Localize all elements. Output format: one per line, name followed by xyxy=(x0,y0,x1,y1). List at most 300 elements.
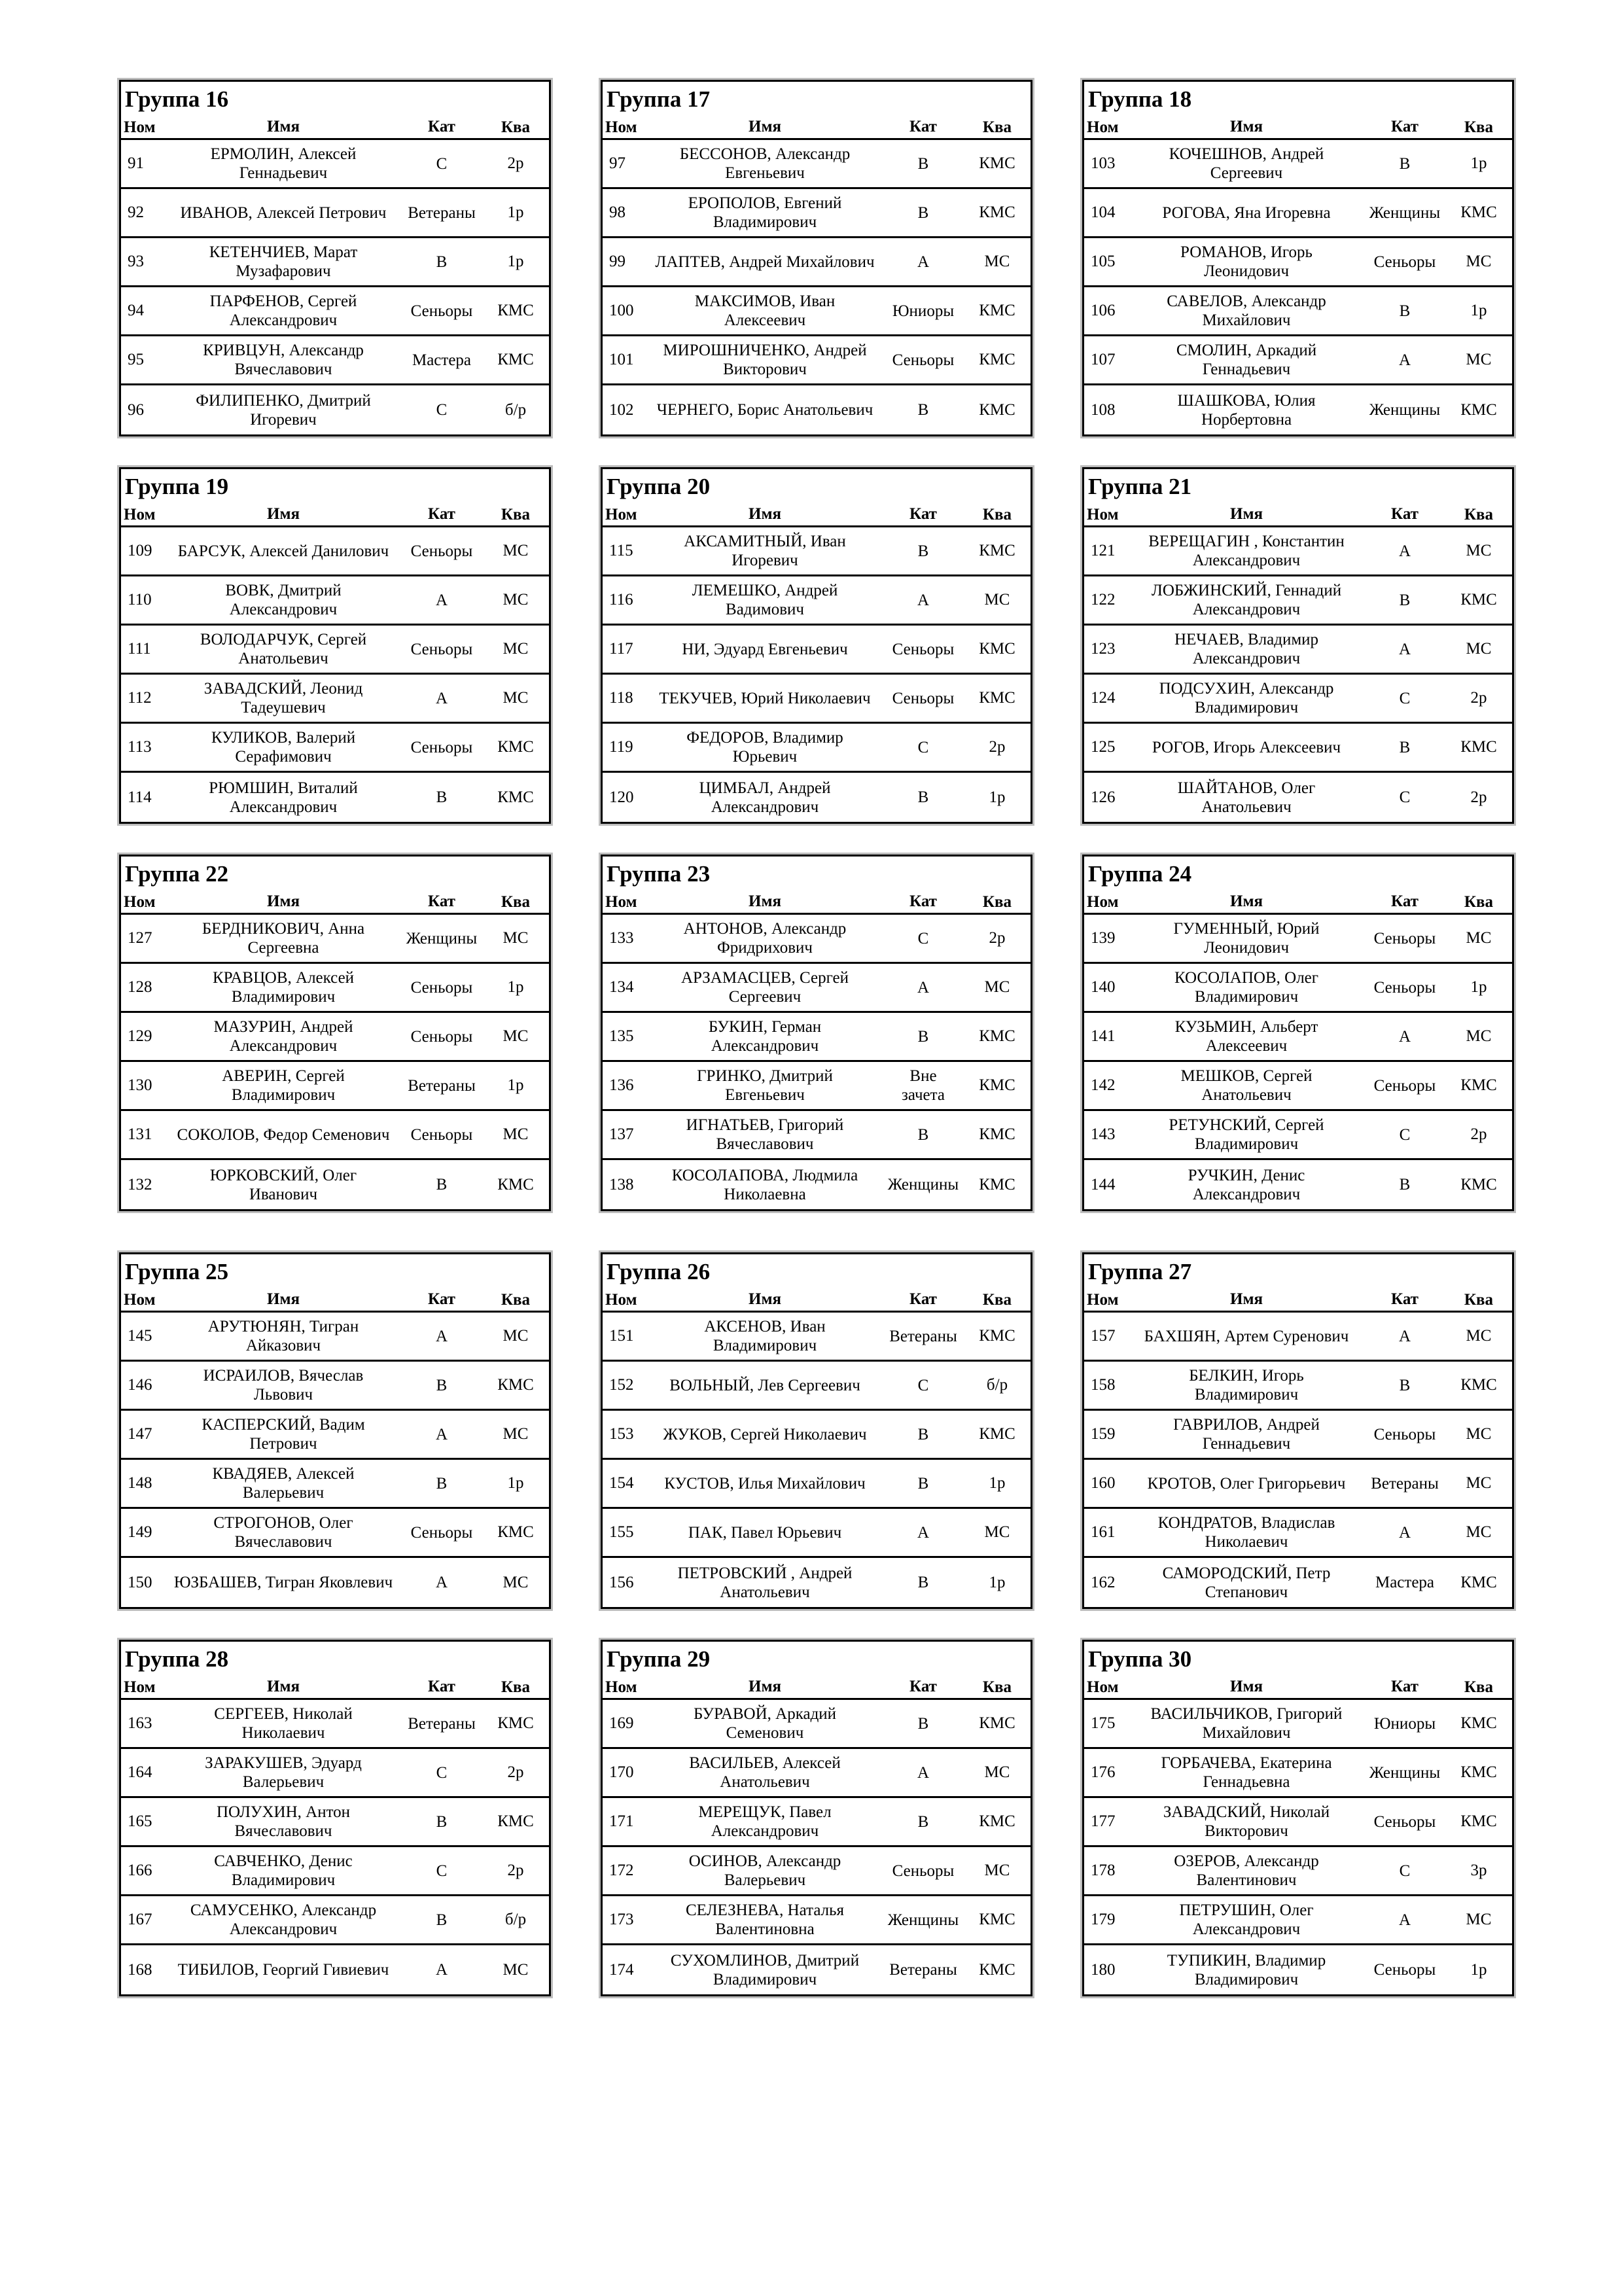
cell-kva: КМС xyxy=(497,302,534,319)
cell-cat: A xyxy=(435,1574,448,1591)
cell-kva: 2р xyxy=(507,1763,524,1781)
table-row xyxy=(1084,1013,1512,1062)
cell-name: ПОДСУХИН, Александр Владимирович xyxy=(1159,680,1334,716)
cell-name: МЕРЕЩУК, Павел Александрович xyxy=(698,1803,832,1840)
cell-num: 157 xyxy=(1091,1327,1116,1345)
cell-cat: A xyxy=(1398,1911,1411,1929)
cell-name: КВАДЯЕВ, Алексей Валерьевич xyxy=(212,1465,355,1502)
cell-cat: Сеньоры xyxy=(1373,929,1436,947)
table-row xyxy=(121,773,549,822)
cell-kva: КМС xyxy=(979,400,1015,419)
cell-num: 135 xyxy=(609,1027,634,1045)
cell-num: 137 xyxy=(609,1125,634,1143)
cell-kva: КМС xyxy=(979,542,1015,559)
cell-num: 158 xyxy=(1091,1376,1116,1394)
table-row xyxy=(603,724,1031,773)
cell-kva: КМС xyxy=(497,1376,534,1394)
header-cat: Кат xyxy=(1391,1290,1419,1308)
cell-name: МЕШКОВ, Сергей Анатольевич xyxy=(1180,1067,1313,1104)
cell-name: БЕЛКИН, Игорь Владимирович xyxy=(1189,1367,1304,1404)
cell-kva: МС xyxy=(984,253,1010,270)
table-header xyxy=(1084,892,1512,915)
group-title: Группа 17 xyxy=(607,86,711,112)
cell-cat: Сеньоры xyxy=(1373,1961,1436,1979)
cell-cat: A xyxy=(1398,1327,1411,1345)
header-name: Имя xyxy=(267,1678,300,1695)
header-cat: Кат xyxy=(428,892,455,910)
cell-kva: МС xyxy=(984,1763,1010,1781)
cell-cat: Женщины xyxy=(1369,1763,1441,1782)
cell-cat: B xyxy=(1399,154,1411,173)
table-header xyxy=(603,117,1031,140)
cell-num: 115 xyxy=(609,542,633,559)
cell-num: 155 xyxy=(609,1523,634,1541)
table-row xyxy=(121,1558,549,1607)
cell-num: 146 xyxy=(128,1376,152,1394)
table-header xyxy=(1084,1290,1512,1313)
cell-num: 161 xyxy=(1091,1523,1116,1541)
table-row xyxy=(1084,238,1512,287)
cell-cat: Сеньоры xyxy=(410,1125,473,1144)
header-num: Ном xyxy=(605,893,637,911)
header-num: Ном xyxy=(1087,1678,1119,1696)
cell-num: 124 xyxy=(1091,689,1116,707)
cell-name: КОНДРАТОВ, Владислав Николаевич xyxy=(1157,1514,1335,1551)
cell-cat: B xyxy=(1399,591,1411,609)
header-kva: Ква xyxy=(501,1291,531,1309)
table-row xyxy=(603,576,1031,626)
cell-cat: Сеньоры xyxy=(892,640,955,658)
cell-cat: A xyxy=(435,1425,448,1443)
cell-name: АНТОНОВ, Александр Фридрихович xyxy=(683,920,847,957)
cell-cat: Сеньоры xyxy=(1373,1076,1436,1095)
cell-num: 160 xyxy=(1091,1474,1116,1492)
table-row xyxy=(121,1013,549,1062)
header-cat: Кат xyxy=(909,892,937,910)
cell-kva: КМС xyxy=(497,1175,534,1193)
cell-name: ГРИНКО, Дмитрий Евгеньевич xyxy=(697,1067,833,1104)
cell-kva: КМС xyxy=(1460,1175,1497,1193)
table-row xyxy=(603,238,1031,287)
table-row xyxy=(603,1896,1031,1945)
group-title: Группа 18 xyxy=(1088,86,1192,112)
cell-num: 168 xyxy=(128,1960,152,1979)
cell-num: 179 xyxy=(1091,1911,1116,1928)
group-title: Группа 28 xyxy=(125,1646,229,1672)
cell-num: 133 xyxy=(609,929,634,947)
cell-num: 138 xyxy=(609,1175,634,1193)
header-num: Ном xyxy=(1087,118,1119,136)
table-row xyxy=(121,1313,549,1362)
cell-kva: 1р xyxy=(1470,302,1487,319)
cell-kva: КМС xyxy=(1460,1376,1497,1394)
group-title: Группа 21 xyxy=(1088,474,1192,499)
cell-num: 94 xyxy=(128,302,144,319)
cell-num: 145 xyxy=(128,1327,152,1345)
cell-cat: C xyxy=(1399,689,1411,707)
table-row xyxy=(1084,385,1512,434)
cell-name: НЕЧАЕВ, Владимир Александрович xyxy=(1174,631,1319,667)
table-row xyxy=(1084,576,1512,626)
table-row xyxy=(1084,1411,1512,1460)
header-name: Имя xyxy=(1230,892,1263,910)
cell-cat: A xyxy=(917,1523,930,1542)
cell-num: 176 xyxy=(1091,1763,1116,1781)
table-row xyxy=(603,1313,1031,1362)
cell-name: РОМАНОВ, Игорь Леонидович xyxy=(1180,243,1313,280)
cell-num: 101 xyxy=(609,351,634,368)
cell-kva: КМС xyxy=(1460,1076,1497,1094)
table-row xyxy=(121,675,549,724)
cell-name: ЛАПТЕВ, Андрей Михайлович xyxy=(655,253,875,271)
cell-name: АКСЕНОВ, Иван Владимирович xyxy=(704,1318,826,1354)
cell-num: 95 xyxy=(128,351,144,368)
table-row xyxy=(1084,626,1512,675)
cell-kva: КМС xyxy=(979,1812,1015,1830)
cell-num: 167 xyxy=(128,1911,152,1928)
cell-num: 166 xyxy=(128,1862,152,1879)
group-table xyxy=(119,855,551,1211)
cell-kva: 1р xyxy=(507,203,524,221)
cell-num: 136 xyxy=(609,1076,634,1094)
cell-kva: КМС xyxy=(979,203,1015,221)
header-cat: Кат xyxy=(1391,118,1419,135)
cell-kva: МС xyxy=(1466,1425,1492,1443)
cell-name: ПЕТРУШИН, Олег Александрович xyxy=(1179,1901,1314,1938)
cell-num: 174 xyxy=(609,1960,634,1979)
header-kva: Ква xyxy=(982,1291,1012,1309)
cell-kva: МС xyxy=(502,689,529,707)
table-row xyxy=(1084,1313,1512,1362)
cell-name: РЕТУНСКИЙ, Сергей Владимирович xyxy=(1169,1116,1324,1153)
cell-num: 128 xyxy=(128,978,152,996)
group-table xyxy=(119,80,551,436)
group-table xyxy=(119,467,551,824)
cell-kva: КМС xyxy=(497,1714,534,1732)
cell-num: 173 xyxy=(609,1911,634,1928)
cell-kva: 1р xyxy=(1470,154,1487,172)
cell-name: ЗАВАДСКИЙ, Леонид Тадеушевич xyxy=(203,680,363,716)
cell-num: 177 xyxy=(1091,1812,1116,1830)
cell-num: 139 xyxy=(1091,929,1116,947)
cell-cat: A xyxy=(1398,351,1411,369)
cell-num: 162 xyxy=(1091,1573,1116,1591)
cell-name: КОЧЕШНОВ, Андрей Сергеевич xyxy=(1169,145,1324,182)
cell-kva: КМС xyxy=(1460,400,1497,419)
cell-name: БАХШЯН, Артем Суренович xyxy=(1144,1327,1349,1345)
header-name: Имя xyxy=(749,118,781,135)
group-title: Группа 27 xyxy=(1088,1259,1192,1284)
cell-cat: B xyxy=(436,1812,448,1831)
header-cat: Кат xyxy=(428,118,455,135)
header-name: Имя xyxy=(1230,118,1263,135)
cell-num: 140 xyxy=(1091,978,1116,996)
cell-cat: Ветераны xyxy=(408,1076,476,1095)
table-row xyxy=(121,238,549,287)
cell-num: 92 xyxy=(128,203,144,221)
table-row xyxy=(603,140,1031,189)
cell-kva: КМС xyxy=(1460,1573,1497,1591)
cell-kva: МС xyxy=(502,1960,529,1979)
cell-name: КРОТОВ, Олег Григорьевич xyxy=(1147,1474,1346,1492)
cell-cat: Женщины xyxy=(887,1911,959,1929)
cell-name: ЕРМОЛИН, Алексей Геннадьевич xyxy=(210,145,357,182)
cell-cat: Мастера xyxy=(1375,1574,1435,1591)
cell-kva: 1р xyxy=(507,253,524,270)
cell-num: 171 xyxy=(609,1812,634,1830)
table-row xyxy=(1084,1509,1512,1558)
cell-kva: МС xyxy=(502,1125,529,1143)
cell-cat: C xyxy=(436,1763,448,1782)
cell-cat: C xyxy=(917,1376,929,1394)
cell-cat: Ветераны xyxy=(1371,1474,1439,1492)
header-num: Ном xyxy=(605,1678,637,1696)
cell-cat: C xyxy=(917,738,929,756)
cell-num: 120 xyxy=(609,788,634,806)
cell-name: МАКСИМОВ, Иван Алексеевич xyxy=(694,292,836,329)
group-table xyxy=(1082,855,1514,1211)
table-row xyxy=(603,1847,1031,1896)
cell-kva: КМС xyxy=(979,1076,1015,1094)
group-table xyxy=(1082,1252,1514,1609)
cell-cat: C xyxy=(436,154,448,173)
table-header xyxy=(1084,504,1512,527)
cell-kva: КМС xyxy=(979,1911,1015,1928)
header-name: Имя xyxy=(267,118,300,135)
table-row xyxy=(121,724,549,773)
table-row xyxy=(603,189,1031,238)
table-header xyxy=(121,117,549,140)
group-table xyxy=(601,1640,1032,1996)
table-row xyxy=(1084,336,1512,385)
table-row xyxy=(121,1847,549,1896)
group-table xyxy=(1082,1640,1514,1996)
group-title: Группа 16 xyxy=(125,86,229,112)
header-name: Имя xyxy=(749,505,781,523)
cell-kva: б/р xyxy=(986,1376,1008,1394)
cell-num: 148 xyxy=(128,1474,152,1492)
cell-name: КОСОЛАПОВА, Людмила Николаевна xyxy=(671,1166,858,1203)
cell-name: КРАВЦОВ, Алексей Владимирович xyxy=(212,969,355,1006)
cell-name: ВЕРЕЩАГИН , Константин Александрович xyxy=(1148,533,1345,569)
cell-cat: Женщины xyxy=(406,929,478,947)
cell-name: РОГОВ, Игорь Алексеевич xyxy=(1152,738,1341,756)
cell-num: 107 xyxy=(1091,351,1116,368)
table-row xyxy=(121,287,549,336)
cell-cat: B xyxy=(436,788,448,806)
cell-name: САМОРОДСКИЙ, Петр Степанович xyxy=(1162,1564,1331,1601)
header-num: Ном xyxy=(124,506,156,523)
cell-num: 122 xyxy=(1091,591,1116,609)
cell-kva: КМС xyxy=(979,689,1015,707)
cell-name: ВАСИЛЬЕВ, Алексей Анатольевич xyxy=(689,1754,841,1791)
cell-num: 93 xyxy=(128,253,144,270)
header-kva: Ква xyxy=(982,506,1012,523)
cell-cat: B xyxy=(917,154,929,173)
cell-cat: Ветераны xyxy=(889,1961,957,1979)
cell-kva: 2р xyxy=(1470,788,1487,806)
cell-name: АРУТЮНЯН, Тигран Айказович xyxy=(207,1318,359,1354)
cell-cat: Сеньоры xyxy=(410,738,473,756)
cell-kva: МС xyxy=(502,591,529,609)
cell-cat: Сеньоры xyxy=(892,689,955,707)
cell-kva: 1р xyxy=(989,788,1006,806)
table-row xyxy=(1084,1111,1512,1160)
cell-name: ВОЛЬНЫЙ, Лев Сергеевич xyxy=(669,1376,860,1394)
cell-cat: B xyxy=(917,401,929,419)
group-table xyxy=(601,80,1032,436)
cell-kva: МС xyxy=(984,1523,1010,1541)
cell-kva: 3р xyxy=(1470,1862,1487,1879)
table-row xyxy=(603,1558,1031,1607)
cell-name: ГАВРИЛОВ, Андрей Геннадьевич xyxy=(1173,1416,1320,1453)
table-header xyxy=(121,1290,549,1313)
table-header xyxy=(121,892,549,915)
cell-kva: 2р xyxy=(507,154,524,172)
group-table xyxy=(1082,467,1514,824)
cell-cat: B xyxy=(1399,302,1411,320)
cell-name: ТИБИЛОВ, Георгий Гивиевич xyxy=(177,1961,389,1979)
cell-name: ШАШКОВА, Юлия Норбертовна xyxy=(1177,391,1316,429)
cell-num: 119 xyxy=(609,738,633,756)
cell-num: 178 xyxy=(1091,1862,1116,1879)
cell-cat: B xyxy=(917,788,929,806)
cell-name: ШАЙТАНОВ, Олег Анатольевич xyxy=(1177,779,1316,816)
cell-kva: 1р xyxy=(1470,1960,1487,1979)
header-kva: Ква xyxy=(1464,1291,1494,1309)
cell-num: 96 xyxy=(128,400,144,419)
cell-name: ТУПИКИН, Владимир Владимирович xyxy=(1167,1951,1326,1988)
cell-name: МИРОШНИЧЕНКО, Андрей Викторович xyxy=(663,342,867,378)
cell-cat: B xyxy=(436,1376,448,1394)
cell-kva: КМС xyxy=(1460,1763,1497,1781)
cell-name: ВОВК, Дмитрий Александрович xyxy=(225,582,342,618)
table-row xyxy=(121,576,549,626)
cell-cat: B xyxy=(917,1574,929,1591)
group-title: Группа 20 xyxy=(607,474,711,499)
cell-num: 163 xyxy=(128,1714,152,1732)
cell-name: ЛОБЖИНСКИЙ, Геннадий Александрович xyxy=(1151,582,1342,618)
group-title: Группа 25 xyxy=(125,1259,229,1284)
group-table xyxy=(601,467,1032,824)
cell-name: КАСПЕРСКИЙ, Вадим Петрович xyxy=(202,1416,365,1453)
header-name: Имя xyxy=(1230,505,1263,523)
cell-cat: A xyxy=(917,253,930,271)
cell-cat: A xyxy=(1398,542,1411,560)
cell-kva: КМС xyxy=(979,1714,1015,1732)
table-row xyxy=(1084,964,1512,1013)
cell-name: РУЧКИН, Денис Александрович xyxy=(1188,1166,1305,1203)
cell-num: 121 xyxy=(1091,542,1116,559)
cell-cat: Юниоры xyxy=(892,302,955,320)
cell-kva: 1р xyxy=(507,1474,524,1492)
cell-num: 100 xyxy=(609,302,634,319)
table-row xyxy=(1084,527,1512,576)
cell-name: ЛЕМЕШКО, Андрей Вадимович xyxy=(692,582,838,618)
cell-cat: B xyxy=(436,253,448,271)
header-num: Ном xyxy=(605,1291,637,1309)
cell-name: ПЕТРОВСКИЙ , Андрей Анатольевич xyxy=(677,1564,853,1601)
table-row xyxy=(1084,1460,1512,1509)
table-row xyxy=(1084,1062,1512,1111)
header-name: Имя xyxy=(749,1678,781,1695)
cell-num: 126 xyxy=(1091,788,1116,806)
cell-cat: A xyxy=(1398,640,1411,658)
table-row xyxy=(1084,773,1512,822)
cell-kva: 1р xyxy=(507,1076,524,1094)
cell-name: БУКИН, Герман Александрович xyxy=(708,1018,822,1055)
cell-name: КУСТОВ, Илья Михайлович xyxy=(664,1474,866,1492)
cell-num: 170 xyxy=(609,1763,634,1781)
cell-cat: A xyxy=(1398,1027,1411,1046)
cell-cat: Мастера xyxy=(412,351,472,369)
cell-cat: A xyxy=(435,689,448,707)
table-row xyxy=(603,287,1031,336)
cell-num: 116 xyxy=(609,591,633,609)
table-row xyxy=(1084,1362,1512,1411)
cell-num: 106 xyxy=(1091,302,1116,319)
table-row xyxy=(603,1945,1031,1994)
header-kva: Ква xyxy=(982,1678,1012,1696)
cell-num: 141 xyxy=(1091,1027,1116,1045)
header-num: Ном xyxy=(124,893,156,911)
table-row xyxy=(603,1798,1031,1847)
cell-name: ВАСИЛЬЧИКОВ, Григорий Михайлович xyxy=(1150,1705,1343,1742)
table-header xyxy=(603,1290,1031,1313)
table-row xyxy=(603,527,1031,576)
header-name: Имя xyxy=(267,1290,300,1308)
cell-name: СЕЛЕЗНЕВА, Наталья Валентиновна xyxy=(685,1901,845,1938)
cell-kva: КМС xyxy=(979,1027,1015,1045)
table-row xyxy=(121,1362,549,1411)
cell-kva: 1р xyxy=(507,978,524,996)
table-row xyxy=(121,140,549,189)
cell-name: СОКОЛОВ, Федор Семенович xyxy=(177,1125,390,1144)
cell-num: 130 xyxy=(128,1076,152,1094)
cell-cat: B xyxy=(917,542,929,560)
group-table xyxy=(601,855,1032,1211)
table-row xyxy=(121,964,549,1013)
cell-kva: МС xyxy=(502,1573,529,1591)
cell-cat: B xyxy=(1399,1376,1411,1394)
cell-num: 164 xyxy=(128,1763,152,1781)
cell-name: ИВАНОВ, Алексей Петрович xyxy=(180,203,387,222)
table-row xyxy=(121,1460,549,1509)
cell-kva: 2р xyxy=(507,1862,524,1879)
cell-num: 110 xyxy=(128,591,152,609)
cell-cat: C xyxy=(1399,788,1411,806)
table-row xyxy=(603,1160,1031,1209)
cell-name: ЦИМБАЛ, Андрей Александрович xyxy=(699,779,831,816)
cell-cat: A xyxy=(1398,1523,1411,1542)
cell-name: ПАК, Павел Юрьевич xyxy=(688,1523,842,1542)
cell-name: САМУСЕНКО, Александр Александрович xyxy=(190,1901,377,1938)
cell-name: ЕРОПОЛОВ, Евгений Владимирович xyxy=(688,194,842,231)
group-title: Группа 29 xyxy=(607,1646,711,1672)
cell-name: ЧЕРНЕГО, Борис Анатольевич xyxy=(656,401,873,419)
cell-kva: МС xyxy=(1466,253,1492,270)
cell-kva: МС xyxy=(1466,1523,1492,1541)
cell-cat: B xyxy=(917,1425,929,1443)
cell-name: КОСОЛАПОВ, Олег Владимирович xyxy=(1174,969,1319,1006)
cell-kva: КМС xyxy=(1460,738,1497,756)
cell-kva: 2р xyxy=(1470,689,1487,707)
cell-num: 103 xyxy=(1091,154,1116,172)
table-row xyxy=(121,626,549,675)
table-header xyxy=(1084,1677,1512,1700)
header-kva: Ква xyxy=(1464,893,1494,911)
table-header xyxy=(121,504,549,527)
